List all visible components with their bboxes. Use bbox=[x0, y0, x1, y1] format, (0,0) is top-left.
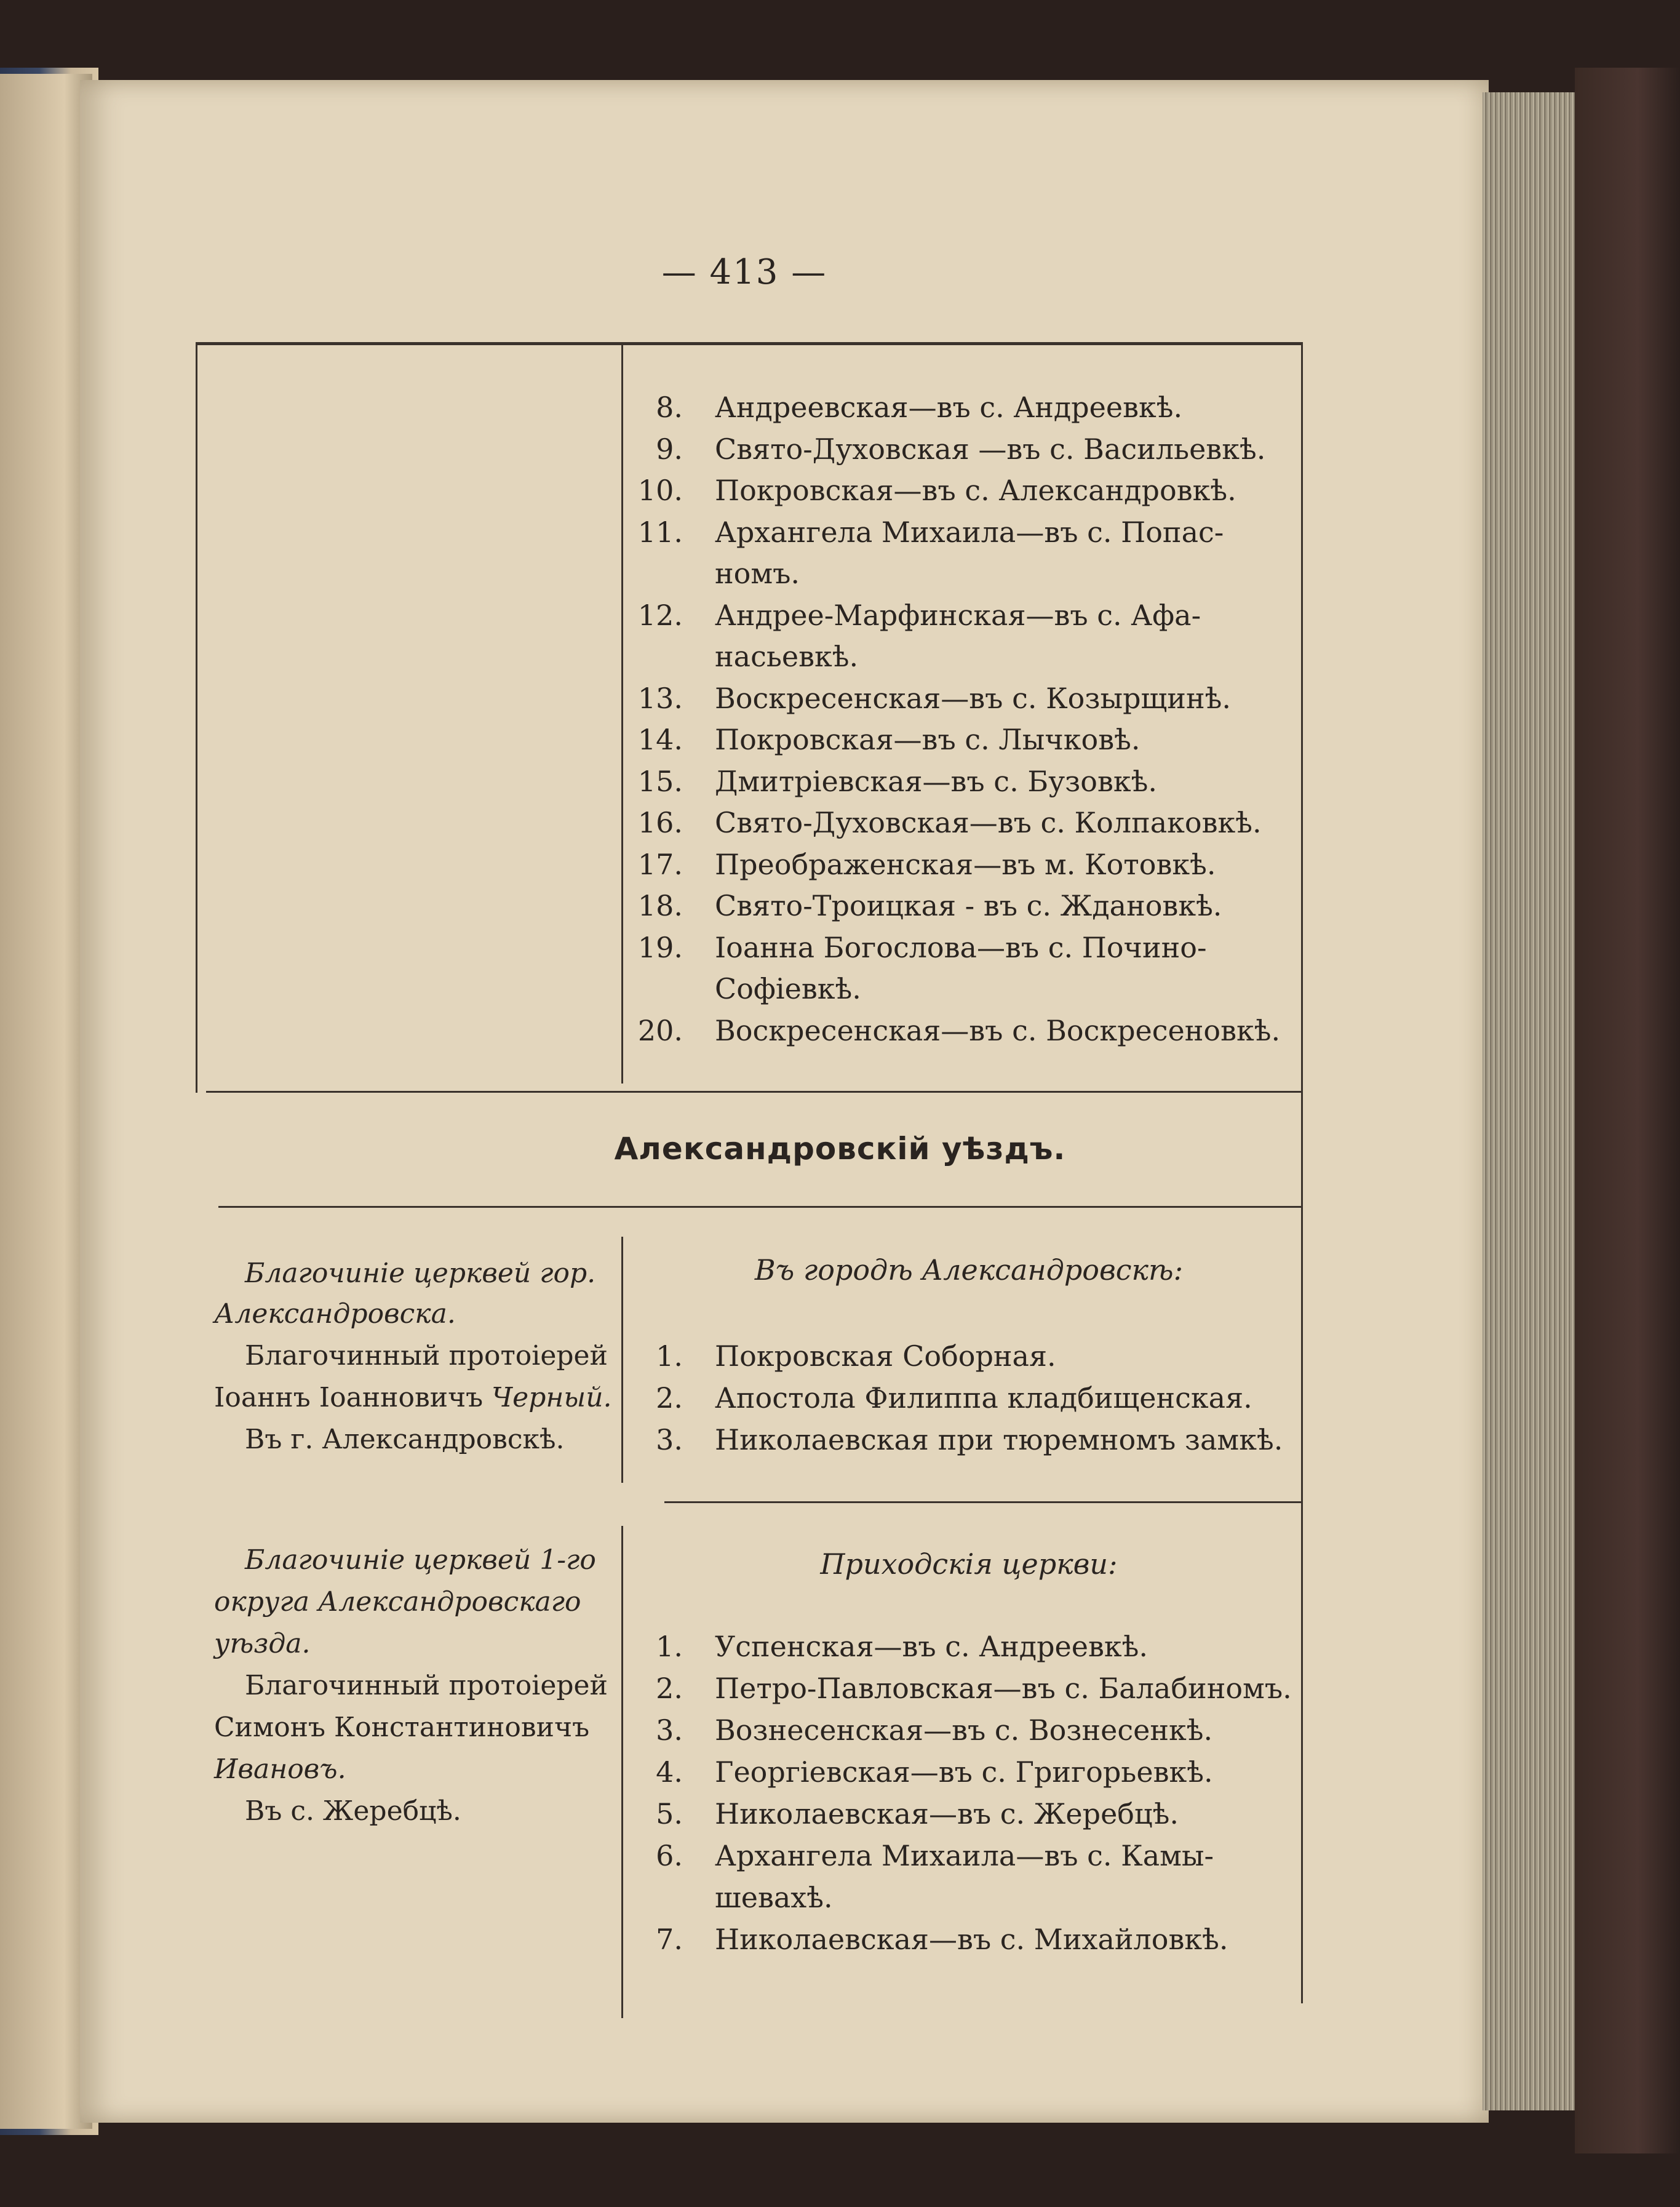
list-item: Николаевская—въ с. Михайловкѣ. bbox=[715, 1923, 1228, 1956]
list-item: Архангела Михаила—въ с. Камы- bbox=[715, 1839, 1214, 1872]
block2-left-name-italic: Черный. bbox=[492, 1382, 612, 1413]
heading-bottom-rule bbox=[218, 1206, 1301, 1208]
block2-right-heading: Въ городѣ Александровскѣ: bbox=[754, 1253, 1184, 1287]
list-item-continuation: шевахѣ. bbox=[715, 1881, 833, 1914]
list-item-number: 7. bbox=[656, 1923, 683, 1956]
list-item: Покровская Соборная. bbox=[715, 1339, 1056, 1373]
list-item-number: 1. bbox=[656, 1339, 683, 1373]
section-heading: Александровскій уѣздъ. bbox=[614, 1131, 1066, 1167]
list-item-number: 17. bbox=[637, 847, 683, 881]
block3-left-name: Ивановъ. bbox=[214, 1754, 346, 1785]
list-item-number: 6. bbox=[656, 1839, 683, 1872]
list-item: Георгіевская—въ с. Григорьевкѣ. bbox=[715, 1755, 1213, 1789]
list-item: Апостола Филиппа кладбищенская. bbox=[715, 1381, 1252, 1415]
list-item-number: 18. bbox=[637, 889, 683, 922]
table-top-rule bbox=[196, 342, 1303, 345]
table-right-rule bbox=[1301, 342, 1303, 2003]
block2-left-title-line1: Благочиніе церквей гор. bbox=[245, 1258, 596, 1289]
block3-right-heading: Приходскія церкви: bbox=[820, 1547, 1118, 1581]
block2-left-place: Въ г. Александровскѣ. bbox=[245, 1424, 565, 1455]
list-item: Вознесенская—въ с. Вознесенкѣ. bbox=[715, 1714, 1213, 1747]
list-item-number: 20. bbox=[637, 1013, 683, 1047]
list-item-continuation: номъ. bbox=[715, 557, 800, 590]
block2-bottom-rule bbox=[664, 1501, 1301, 1503]
page-number: — 413 — bbox=[661, 252, 827, 292]
list-item: Свято-Троицкая - въ с. Ждановкѣ. bbox=[715, 889, 1222, 922]
list-item: Свято-Духовская —въ с. Васильевкѣ. bbox=[715, 432, 1266, 466]
block2-left-line1: Благочинный протоіерей bbox=[245, 1340, 608, 1371]
list-item: Воскресенская—въ с. Воскресеновкѣ. bbox=[715, 1013, 1281, 1047]
list-item-number: 9. bbox=[656, 432, 683, 466]
list-item-continuation: насьевкѣ. bbox=[715, 640, 859, 673]
block3-left-title-line1: Благочиніе церквей 1-го bbox=[245, 1544, 596, 1576]
list-item: Воскресенская—въ с. Козырщинѣ. bbox=[715, 681, 1231, 715]
list-item-number: 10. bbox=[637, 474, 683, 507]
list-item-number: 19. bbox=[637, 930, 683, 964]
list-item: Андреевская—въ с. Андреевкѣ. bbox=[715, 391, 1183, 424]
list-item-number: 3. bbox=[656, 1714, 683, 1747]
block3-left-title-line2: округа Александровскаго bbox=[214, 1586, 581, 1618]
list-item: Покровская—въ с. Александровкѣ. bbox=[715, 474, 1236, 507]
list-item-number: 2. bbox=[656, 1381, 683, 1415]
list-item-number: 2. bbox=[656, 1672, 683, 1705]
block3-left-place: Въ с. Жеребцѣ. bbox=[245, 1795, 461, 1827]
list-item: Андрее-Марфинская—въ с. Афа- bbox=[715, 598, 1201, 632]
list-item: Преображенская—въ м. Котовкѣ. bbox=[715, 847, 1216, 881]
list-item-number: 14. bbox=[637, 723, 683, 756]
list-item: Дмитріевская—въ с. Бузовкѣ. bbox=[715, 764, 1157, 798]
list-item: Николаевская—въ с. Жеребцѣ. bbox=[715, 1797, 1179, 1830]
list-item: Покровская—въ с. Лычковѣ. bbox=[715, 723, 1141, 756]
list-item-number: 8. bbox=[656, 391, 683, 424]
list-item-number: 1. bbox=[656, 1630, 683, 1663]
block2-left-title-line2: Александровска. bbox=[214, 1298, 456, 1330]
list-item: Успенская—въ с. Андреевкѣ. bbox=[715, 1630, 1149, 1663]
list-item: Архангела Михаила—въ с. Попас- bbox=[715, 515, 1224, 549]
list-item-number: 15. bbox=[637, 764, 683, 798]
block3-left-title-line3: уѣзда. bbox=[214, 1628, 311, 1659]
list-item-number: 16. bbox=[637, 806, 683, 839]
block2-left-name bbox=[214, 1378, 612, 1418]
block3-left-line1: Благочинный протоіерей bbox=[245, 1670, 608, 1701]
list-item-number: 12. bbox=[637, 598, 683, 632]
list-item: Свято-Духовская—въ с. Колпаковкѣ. bbox=[715, 806, 1262, 839]
list-item-number: 4. bbox=[656, 1755, 683, 1789]
list-item: Петро-Павловская—въ с. Балабиномъ. bbox=[715, 1672, 1292, 1705]
list-item-continuation: Софіевкѣ. bbox=[715, 972, 861, 1005]
list-item-number: 5. bbox=[656, 1797, 683, 1830]
block3-left-line2: Симонъ Константиновичъ bbox=[214, 1712, 590, 1743]
list-item-number: 11. bbox=[637, 515, 683, 549]
list-item: Николаевская при тюремномъ замкѣ. bbox=[715, 1423, 1283, 1456]
section1-bottom-rule bbox=[206, 1091, 1301, 1093]
list-item-number: 13. bbox=[637, 681, 683, 715]
table-left-rule bbox=[196, 342, 197, 1093]
block2-left-name-plain: Іоаннъ Іоанновичъ bbox=[214, 1382, 492, 1413]
list-item-number: 3. bbox=[656, 1423, 683, 1456]
list-item: Іоанна Богослова—въ с. Почино- bbox=[715, 930, 1207, 964]
